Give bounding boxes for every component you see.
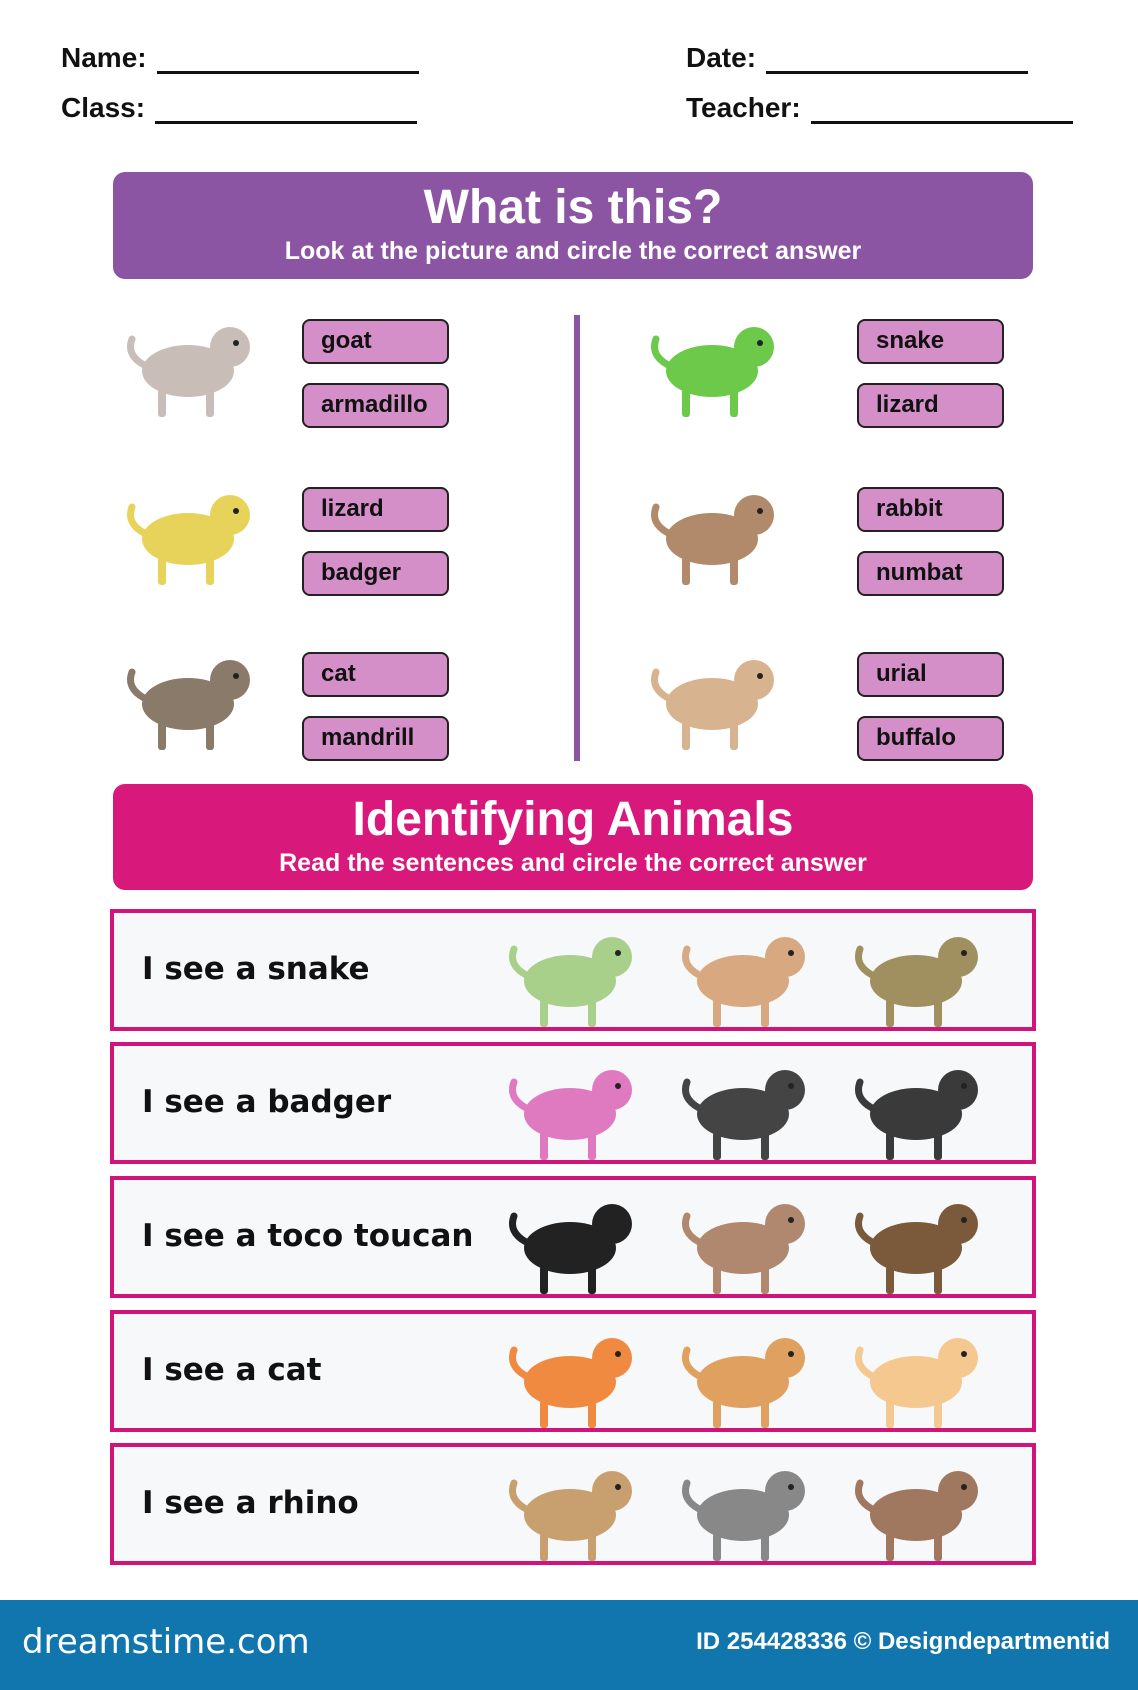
numbat-icon[interactable]: [642, 467, 792, 597]
sentence-text: I see a rhino: [142, 1485, 359, 1521]
dog-icon[interactable]: [673, 1310, 823, 1440]
answer-option[interactable]: urial: [857, 652, 1004, 697]
section2-banner: [113, 784, 1033, 890]
animal-choice[interactable]: [846, 909, 996, 1039]
rhino-icon[interactable]: [673, 1443, 823, 1573]
question-picture: [642, 467, 792, 597]
animal-choice[interactable]: [673, 1310, 823, 1440]
column-divider: [574, 315, 580, 761]
lizard-icon[interactable]: [118, 467, 268, 597]
name-field[interactable]: [61, 42, 419, 74]
footer: [0, 1600, 1138, 1690]
sentence-text: I see a badger: [142, 1084, 392, 1120]
question-picture: [642, 299, 792, 429]
animal-choice[interactable]: [673, 1176, 823, 1306]
mandrill-icon[interactable]: [118, 632, 268, 762]
teacher-field[interactable]: [686, 92, 1073, 124]
fox-icon[interactable]: [500, 1310, 650, 1440]
section1-title: What is this?: [423, 181, 723, 234]
animal-choice[interactable]: [846, 1443, 996, 1573]
animal-choice[interactable]: [846, 1310, 996, 1440]
section1-subtitle: Look at the picture and circle the correct answer: [284, 237, 862, 265]
armadillo-icon[interactable]: [673, 1176, 823, 1306]
sentence-row: [110, 1443, 1036, 1565]
answer-option[interactable]: snake: [857, 319, 1004, 364]
question-picture: [118, 467, 268, 597]
answer-option[interactable]: goat: [302, 319, 449, 364]
goat-icon[interactable]: [118, 299, 268, 429]
footer-logo: dreamstime.com: [22, 1622, 310, 1662]
sentence-row: [110, 1176, 1036, 1298]
answer-option[interactable]: armadillo: [302, 383, 449, 428]
eagle-icon[interactable]: [846, 1176, 996, 1306]
teacher-label: Teacher:: [686, 92, 801, 123]
animal-choice[interactable]: [846, 1176, 996, 1306]
animal-choice[interactable]: [500, 1042, 650, 1172]
sentence-text: I see a toco toucan: [142, 1218, 474, 1254]
animal-choice[interactable]: [500, 1443, 650, 1573]
animal-choice[interactable]: [673, 1443, 823, 1573]
sentence-text: I see a snake: [142, 951, 370, 987]
answer-option[interactable]: buffalo: [857, 716, 1004, 761]
snake-icon[interactable]: [500, 909, 650, 1039]
animal-choice[interactable]: [846, 1042, 996, 1172]
sentence-row: [110, 1310, 1036, 1432]
urial-icon[interactable]: [642, 632, 792, 762]
answer-option[interactable]: badger: [302, 551, 449, 596]
mongoose-icon[interactable]: [673, 909, 823, 1039]
sentence-row: [110, 1042, 1036, 1164]
section2-subtitle: Read the sentences and circle the correct answer: [279, 849, 867, 877]
answer-option[interactable]: lizard: [857, 383, 1004, 428]
animal-choice[interactable]: [673, 909, 823, 1039]
cat-icon[interactable]: [846, 1310, 996, 1440]
badger-icon[interactable]: [846, 1042, 996, 1172]
class-field[interactable]: [61, 92, 417, 124]
sentence-row: [110, 909, 1036, 1031]
animal-choice[interactable]: [500, 1176, 650, 1306]
class-label: Class:: [61, 92, 146, 123]
squirrel-icon[interactable]: [846, 1443, 996, 1573]
animal-choice[interactable]: [673, 1042, 823, 1172]
question-picture: [118, 299, 268, 429]
question-picture: [642, 632, 792, 762]
answer-option[interactable]: rabbit: [857, 487, 1004, 532]
lobster-icon[interactable]: [500, 1042, 650, 1172]
quokka-icon[interactable]: [500, 1443, 650, 1573]
answer-option[interactable]: lizard: [302, 487, 449, 532]
toucan-icon[interactable]: [500, 1176, 650, 1306]
answer-option[interactable]: numbat: [857, 551, 1004, 596]
date-field[interactable]: [686, 42, 1028, 74]
animal-choice[interactable]: [500, 1310, 650, 1440]
question-picture: [118, 632, 268, 762]
sentence-text: I see a cat: [142, 1352, 322, 1388]
name-label: Name:: [61, 42, 147, 73]
footer-id: ID 254428336 © Designdepartmentid: [696, 1628, 1110, 1655]
zebra-icon[interactable]: [673, 1042, 823, 1172]
answer-option[interactable]: mandrill: [302, 716, 449, 761]
answer-option[interactable]: cat: [302, 652, 449, 697]
date-label: Date:: [686, 42, 757, 73]
animal-choice[interactable]: [500, 909, 650, 1039]
section2-title: Identifying Animals: [352, 793, 794, 846]
iguana-icon[interactable]: [642, 299, 792, 429]
bird-icon[interactable]: [846, 909, 996, 1039]
section1-banner: [113, 172, 1033, 279]
